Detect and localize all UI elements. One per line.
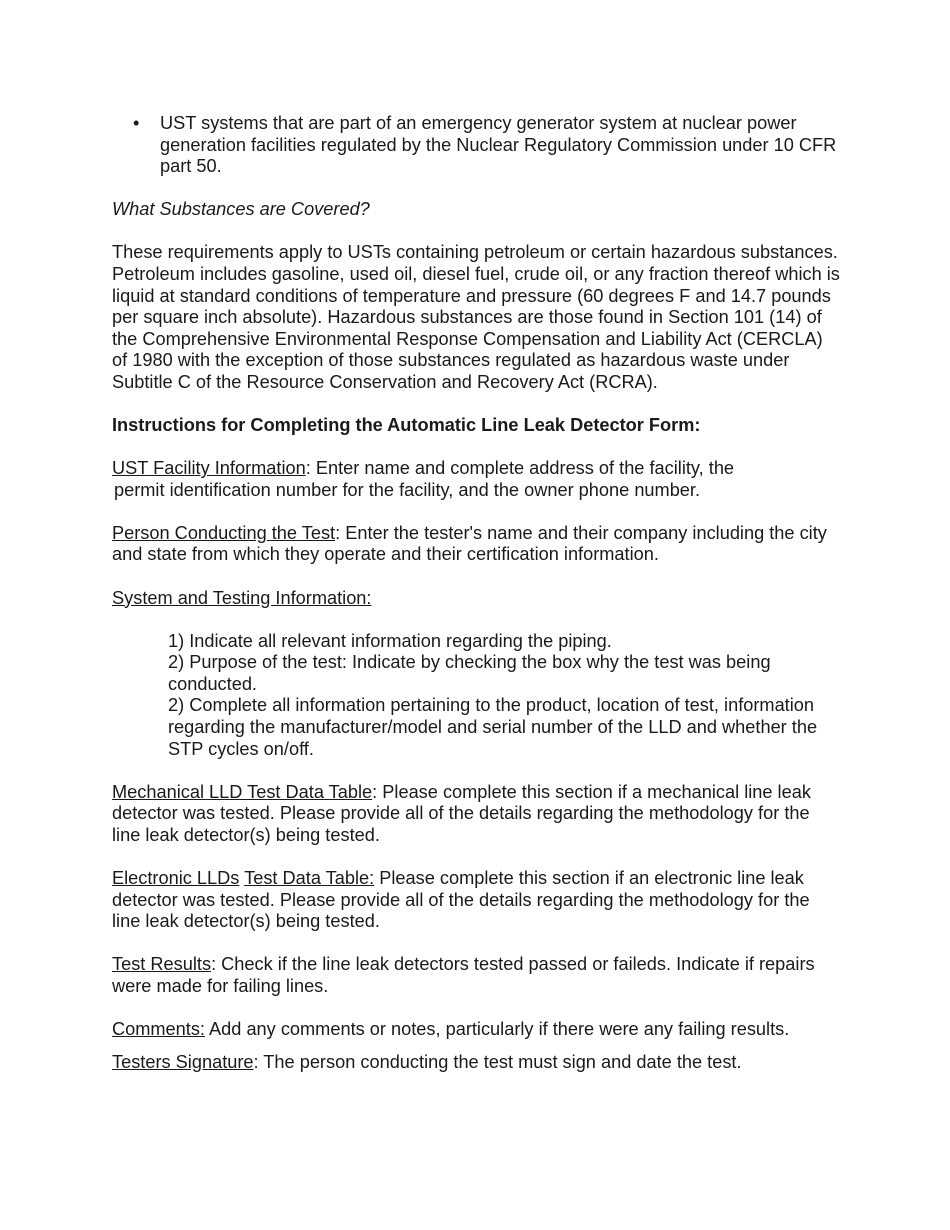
comments-text: Add any comments or notes, particularly if there were any failing results.: [204, 1018, 790, 1039]
list-item: 2) Complete all information pertaining to the product, location of test, information regarding the manufacturer/model and serial number of the LLD and whether the STP cycles on/off.: [168, 695, 818, 759]
electronic-paragraph: [112, 868, 842, 933]
person-paragraph: [112, 523, 842, 566]
signature-label: Testers Signature: [112, 1051, 254, 1072]
bullet-icon: •: [133, 113, 140, 133]
results-paragraph: [112, 954, 842, 997]
list-item: [112, 113, 842, 178]
electronic-label-table: Test Data Table:: [244, 867, 375, 888]
mechanical-label: Mechanical LLD Test Data Table: [112, 781, 373, 802]
system-items: [168, 631, 842, 761]
person-label: Person Conducting the Test: [112, 522, 336, 543]
person-text: : Enter the tester's name and their company including the city and state from which they operate and their certification information.: [112, 522, 827, 565]
exclusion-list: [112, 113, 842, 178]
comments-label: Comments:: [112, 1018, 205, 1039]
results-label: Test Results: [112, 954, 212, 975]
electronic-label: Electronic LLDs: [112, 867, 240, 888]
list-item: 1) Indicate all relevant information regarding the piping.: [168, 630, 612, 651]
list-item: 2) Purpose of the test: Indicate by checking the box why the test was being conducted.: [168, 652, 771, 694]
bullet-text: UST systems that are part of an emergency generator system at nuclear power generation facilities regulated by the Nuclear Regulatory Commission under 10 CFR part 50.: [160, 113, 837, 177]
facility-info-text: : Enter name and complete address of the facility, the: [305, 458, 735, 479]
facility-info-paragraph: [112, 458, 842, 501]
system-label: System and Testing Information:: [112, 587, 372, 608]
mechanical-text: : Please complete this section if a mechanical line leak detector was tested. Please provide all of the details regarding the methodology for the line leak detector(s) being tested.: [112, 781, 811, 845]
comments-paragraph: [112, 1019, 842, 1041]
document-page: [112, 113, 842, 1073]
signature-paragraph: [112, 1052, 842, 1074]
results-text: : Check if the line leak detectors tested passed or faileds. Indicate if repairs were made for failing lines.: [112, 954, 815, 996]
system-paragraph: [112, 588, 842, 610]
facility-info-text-line2: permit identification number for the facility, and the owner phone number.: [114, 479, 701, 500]
facility-info-label: UST Facility Information: [112, 458, 306, 479]
electronic-text: Please complete this section if an electronic line leak detector was tested. Please provide all of the details regarding the methodology for the line leak detector(s) being tested.: [112, 867, 810, 932]
substances-heading: What Substances are Covered?: [112, 199, 370, 220]
mechanical-paragraph: [112, 782, 842, 847]
signature-text: : The person conducting the test must sign and date the test.: [253, 1051, 742, 1072]
substances-body: These requirements apply to USTs containing petroleum or certain hazardous substances. Petroleum includes gasoline, used oil, diesel fuel, crude oil, or any fraction thereof which is liquid at standard conditions of temperature and pressure (60 degrees F and 14.7 pounds per square inch absolute). Hazardous substances are those found in Section 101 (14) of the Comprehensive Environmental Response Compensation and Liability Act (CERCLA) of 1980 with the exception of those substances regulated as hazardous waste under Subtitle C of the Resource Conservation and Recovery Act (RCRA).: [112, 242, 840, 392]
instructions-heading: Instructions for Completing the Automatic Line Leak Detector Form:: [112, 415, 701, 436]
